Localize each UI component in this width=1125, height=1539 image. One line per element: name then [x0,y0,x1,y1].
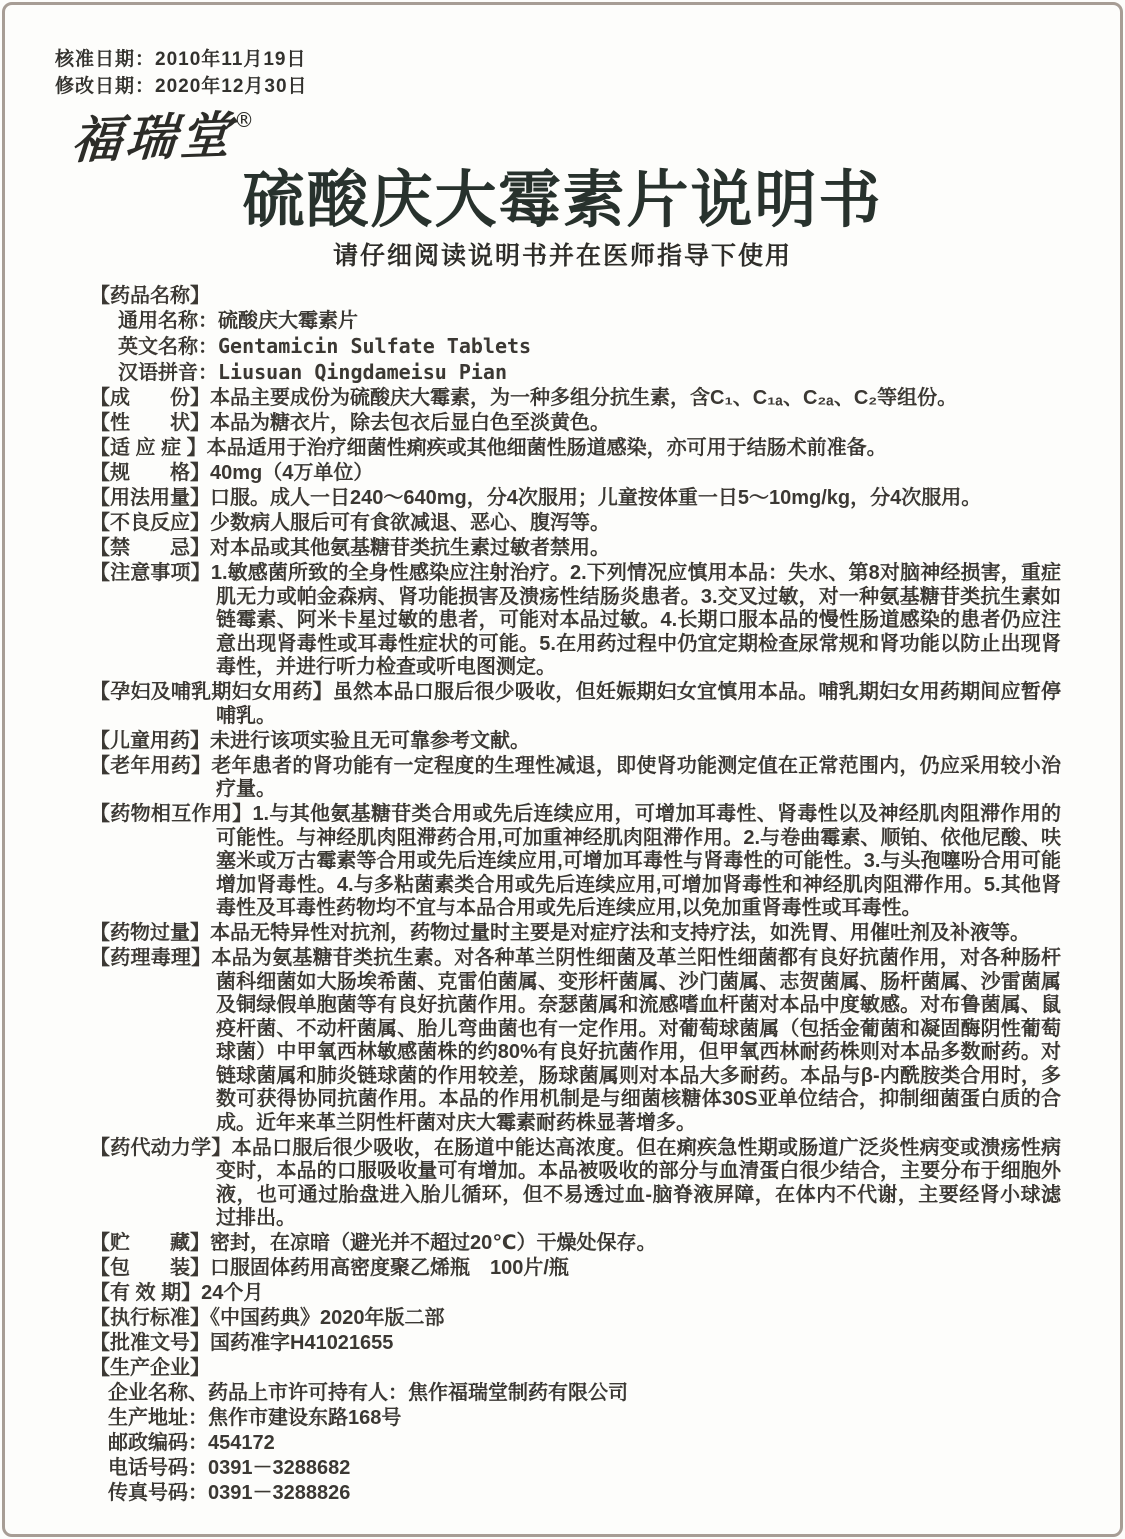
section-text: 国药准字H41021655 [210,1332,394,1354]
section-row [90,512,1061,536]
section-value: Gentamicin Sulfate Tablets [218,334,532,358]
section-label: 传真号码： [108,1482,208,1504]
section-label: 【药理毒理】 [90,947,212,969]
section-row [90,947,1061,1135]
section-row [90,1482,1061,1506]
section-text: 1.与其他氨基糖苷类合用或先后连续应用，可增加耳毒性、肾毒性以及神经肌肉阻滞作用的可能性。与神经肌肉阻滞药合用,可加重神经肌肉阻滞作用。2.与卷曲霉素、顺铂、依他尼酸、呋塞米或万古霉素等合用或先后连续应用,可增加耳毒性与肾毒性的可能性。3.与头孢噻吩合用可能增加肾毒性。4.与多粘菌素类合用或先后连续应用,可增加肾毒性和神经肌肉阻滞作用。5.其他肾毒性及耳毒性药物均不宜与本品合用或先后连续应用,以免加重肾毒性或耳毒性。 [216,803,1061,919]
page-title: 硫酸庆大霉素片说明书 [242,166,883,235]
section-row [90,487,1061,511]
approval-date: 核准日期：2010年11月19日 [55,49,307,70]
section-text: 未进行该项实验且无可靠参考文献。 [210,729,530,752]
section-label: 【执行标准】 [90,1307,210,1329]
section-value: 0391－3288682 [208,1457,351,1479]
section-label: 【孕妇及哺乳期妇女用药】 [90,681,333,703]
date-block [55,46,1125,100]
section-row [90,1357,1061,1381]
section-text: 本品为糖衣片，除去包衣后显白色至淡黄色。 [210,412,610,434]
section-label: 【药物相互作用】 [90,803,253,825]
section-label: 【包 装】 [90,1257,210,1279]
section-label: 【用法用量】 [90,487,210,509]
section-label: 【成 份】 [90,387,210,409]
section-row [90,803,1061,921]
section-row [90,1137,1061,1231]
section-row [90,681,1061,728]
section-text: 本品主要成份为硫酸庆大霉素，为一种多组分抗生素，含C₁、C₁ₐ、C₂ₐ、C₂等组份。 [210,387,958,409]
section-row [90,1232,1061,1256]
section-row [90,310,1061,334]
section-row [90,922,1061,946]
section-text: 老年患者的肾功能有一定程度的生理性减退，即使肾功能测定值在正常范围内，仍应采用较小治疗量。 [211,754,1062,800]
section-label: 【批准文号】 [90,1332,210,1354]
section-value: 焦作市建设东路168号 [208,1407,402,1429]
section-label: 【性 状】 [90,412,210,434]
section-row [90,462,1061,486]
section-label: 生产地址： [108,1407,208,1429]
section-label: 【儿童用药】 [90,729,210,752]
section-label: 英文名称： [118,336,218,358]
section-value: Liusuan Qingdameisu Pian [218,360,507,384]
section-text: 口服固体药用高密度聚乙烯瓶 100片/瓶 [210,1257,569,1279]
section-text: 40mg（4万单位） [210,462,374,484]
section-row [90,361,1061,386]
section-text: 口服。成人一日240～640mg，分4次服用；儿童按体重一日5～10mg/kg，分4次服用。 [210,487,982,509]
section-value: 硫酸庆大霉素片 [218,310,358,332]
section-row [90,437,1061,461]
section-row [90,1432,1061,1456]
section-row [90,1382,1061,1406]
section-text: 1.敏感菌所致的全身性感染应注射治疗。2.下列情况应慎用本品：失水、第8对脑神经损害，重症肌无力或帕金森病、肾功能损害及溃疡性结肠炎患者。3.交叉过敏，对一种氨基糖苷类抗生素如链霉素、阿米卡星过敏的患者，可能对本品过敏。4.长期口服本品的慢性肠道感染的患者仍应注意出现肾毒性或耳毒性症状的可能。5.在用药过程中仍宜定期检查尿常规和肾功能以防止出现肾毒性，并进行听力检查或听电图测定。 [210,562,1062,678]
section-label: 【生产企业】 [90,1357,210,1379]
section-label: 【禁 忌】 [90,537,210,559]
section-label: 通用名称： [118,310,218,332]
section-label: 【药代动力学】 [90,1136,232,1159]
section-label: 【药品名称】 [90,285,210,307]
section-label: 【贮 藏】 [90,1232,210,1254]
section-text: 本品为氨基糖苷类抗生素。对各种革兰阴性细菌及革兰阳性细菌都有良好抗菌作用，对各种肠杆菌科细菌如大肠埃希菌、克雷伯菌属、变形杆菌属、沙门菌属、志贺菌属、肠杆菌属、沙雷菌属及铜绿假单胞菌等有良好抗菌作用。奈瑟菌属和流感嗜血杆菌对本品中度敏感。对布鲁菌属、鼠疫杆菌、不动杆菌属、胎儿弯曲菌也有一定作用。对葡萄球菌属（包括金葡菌和凝固酶阴性葡萄球菌）中甲氧西林敏感菌株的约80%有良好抗菌作用，但甲氧西林耐药株则对本品多数耐药。对链球菌属和肺炎链球菌的作用较差，肠球菌属则对本品大多耐药。本品与β-内酰胺类合用时，多数可获得协同抗菌作用。本品的作用机制是与细菌核糖体30S亚单位结合，抑制细菌蛋白质的合成。近年来革兰阴性杆菌对庆大霉素耐药株显著增多。 [211,947,1062,1134]
brand-logo-row [69,105,1125,170]
section-row [90,285,1061,309]
section-text: 少数病人服后可有食欲减退、恶心、腹泻等。 [210,512,610,534]
section-row [90,1307,1061,1331]
section-value: 焦作福瑞堂制药有限公司 [408,1382,628,1404]
section-row [90,730,1061,754]
section-text: 本品适用于治疗细菌性痢疾或其他细菌性肠道感染，亦可用于结肠术前准备。 [206,437,887,459]
leaflet-body [0,285,1125,1506]
section-label: 【有 效 期】 [90,1282,202,1304]
section-text: 密封，在凉暗（避光并不超过20℃）干燥处保存。 [210,1232,657,1254]
section-label: 【老年用药】 [90,754,212,777]
section-text: 24个月 [201,1282,264,1304]
section-value: 454172 [208,1432,275,1454]
section-label: 【不良反应】 [90,512,210,534]
section-row [90,335,1061,360]
section-label: 邮政编码： [108,1432,208,1454]
section-row [90,1457,1061,1481]
brand-logo: 福瑞堂 [69,105,237,170]
section-text: 虽然本品口服后很少吸收，但妊娠期妇女宜慎用本品。哺乳期妇女用药期间应暂停哺乳。 [216,681,1062,727]
section-row [90,1257,1061,1281]
section-label: 【注意事项】 [90,562,211,584]
section-row [90,1332,1061,1356]
section-label: 汉语拼音： [118,362,218,384]
section-row [90,412,1061,436]
section-text: 本品无特异性对抗剂，药物过量时主要是对症疗法和支持疗法，如洗胃、用催吐剂及补液等。 [210,922,1030,944]
section-label: 【药物过量】 [90,922,210,944]
section-text: 《中国药典》2020年版二部 [210,1307,445,1329]
section-label: 企业名称、药品上市许可持有人： [108,1382,408,1404]
section-row [90,1282,1061,1306]
section-label: 电话号码： [108,1457,208,1479]
section-row [90,537,1061,561]
section-row [90,755,1061,802]
registered-trademark-icon: ® [234,108,254,132]
section-value: 0391－3288826 [208,1482,351,1504]
page-subtitle: 请仔细阅读说明书并在医师指导下使用 [332,242,792,270]
section-row [90,387,1061,411]
section-label: 【规 格】 [90,462,210,484]
revision-date: 修改日期：2020年12月30日 [55,76,308,97]
section-label: 【适 应 症 】 [90,437,207,459]
section-text: 对本品或其他氨基糖苷类抗生素过敏者禁用。 [210,537,610,559]
section-row [90,562,1061,680]
section-row [90,1407,1061,1431]
section-text: 本品口服后很少吸收，在肠道中能达高浓度。但在痢疾急性期或肠道广泛炎性病变或溃疡性病变时，本品的口服吸收量可有增加。本品被吸收的部分与血清蛋白很少结合，主要分布于细胞外液，也可通过胎盘进入胎儿循环，但不易透过血-脑脊液屏障，在体内不代谢，主要经肾小球滤过排出。 [216,1136,1062,1229]
